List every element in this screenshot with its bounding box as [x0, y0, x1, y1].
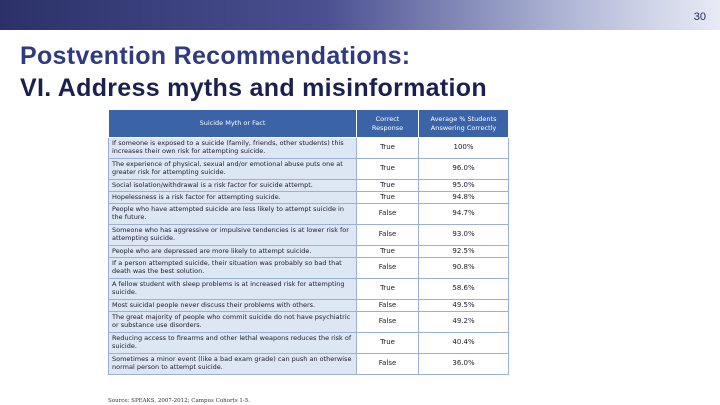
header-myth-or-fact: Suicide Myth or Fact [109, 110, 357, 138]
table-row [109, 258, 509, 279]
response-cell: True [357, 279, 419, 300]
table-row [109, 180, 509, 192]
slide-title-line-2: VI. Address myths and misinformation [20, 74, 487, 102]
table-row [109, 138, 509, 159]
slide-title [20, 40, 487, 104]
title-bar-gradient [0, 0, 720, 30]
statement-cell: Someone who has aggressive or impulsive tendencies is at lower risk for attempting suicide. [109, 225, 357, 246]
percent-cell: 49.2% [419, 312, 509, 333]
slide-number: 30 [693, 11, 706, 23]
percent-cell: 40.4% [419, 333, 509, 354]
statement-cell: If a person attempted suicide, their situation was probably so bad that death was the best solution. [109, 258, 357, 279]
percent-cell: 90.8% [419, 258, 509, 279]
response-cell: True [357, 180, 419, 192]
statement-cell: People who have attempted suicide are less likely to attempt suicide in the future. [109, 204, 357, 225]
statement-cell: People who are depressed are more likely to attempt suicide. [109, 246, 357, 258]
statement-cell: A fellow student with sleep problems is at increased risk for attempting suicide. [109, 279, 357, 300]
table-row [109, 312, 509, 333]
percent-cell: 58.6% [419, 279, 509, 300]
response-cell: False [357, 258, 419, 279]
response-cell: False [357, 300, 419, 312]
response-cell: True [357, 159, 419, 180]
percent-cell: 92.5% [419, 246, 509, 258]
statement-cell: Reducing access to firearms and other lethal weapons reduces the risk of suicide. [109, 333, 357, 354]
table-row [109, 333, 509, 354]
statement-cell: Hopelessness is a risk factor for attempting suicide. [109, 192, 357, 204]
percent-cell: 94.8% [419, 192, 509, 204]
percent-cell: 49.5% [419, 300, 509, 312]
slide-title-line-1: Postvention Recommendations: [20, 42, 411, 70]
statement-cell: Social isolation/withdrawal is a risk factor for suicide attempt. [109, 180, 357, 192]
percent-cell: 93.0% [419, 225, 509, 246]
response-cell: False [357, 225, 419, 246]
statement-cell: If someone is exposed to a suicide (family, friends, other students) this increases their own risk for attempting suicide. [109, 138, 357, 159]
percent-cell: 95.0% [419, 180, 509, 192]
response-cell: True [357, 192, 419, 204]
table-row [109, 225, 509, 246]
table-row [109, 354, 509, 375]
response-cell: True [357, 246, 419, 258]
response-cell: True [357, 138, 419, 159]
response-cell: True [357, 333, 419, 354]
percent-cell: 36.0% [419, 354, 509, 375]
table-header-row [109, 110, 509, 138]
table-row [109, 246, 509, 258]
response-cell: False [357, 312, 419, 333]
table-row [109, 159, 509, 180]
percent-cell: 94.7% [419, 204, 509, 225]
statement-cell: The great majority of people who commit suicide do not have psychiatric or substance use disorders. [109, 312, 357, 333]
response-cell: False [357, 204, 419, 225]
source-citation: Source: SPEAKS, 2007-2012; Campus Cohorts 1-5. [108, 398, 250, 404]
table-row [109, 192, 509, 204]
statement-cell: Most suicidal people never discuss their problems with others. [109, 300, 357, 312]
table-row [109, 204, 509, 225]
table-row [109, 300, 509, 312]
response-cell: False [357, 354, 419, 375]
percent-cell: 96.0% [419, 159, 509, 180]
myth-fact-table [108, 109, 509, 375]
percent-cell: 100% [419, 138, 509, 159]
statement-cell: Sometimes a minor event (like a bad exam grade) can push an otherwise normal person to attempt suicide. [109, 354, 357, 375]
table-row [109, 279, 509, 300]
header-percent-correct: Average % Students Answering Correctly [419, 110, 509, 138]
header-correct-response: Correct Response [357, 110, 419, 138]
statement-cell: The experience of physical, sexual and/or emotional abuse puts one at greater risk for attempting suicide. [109, 159, 357, 180]
